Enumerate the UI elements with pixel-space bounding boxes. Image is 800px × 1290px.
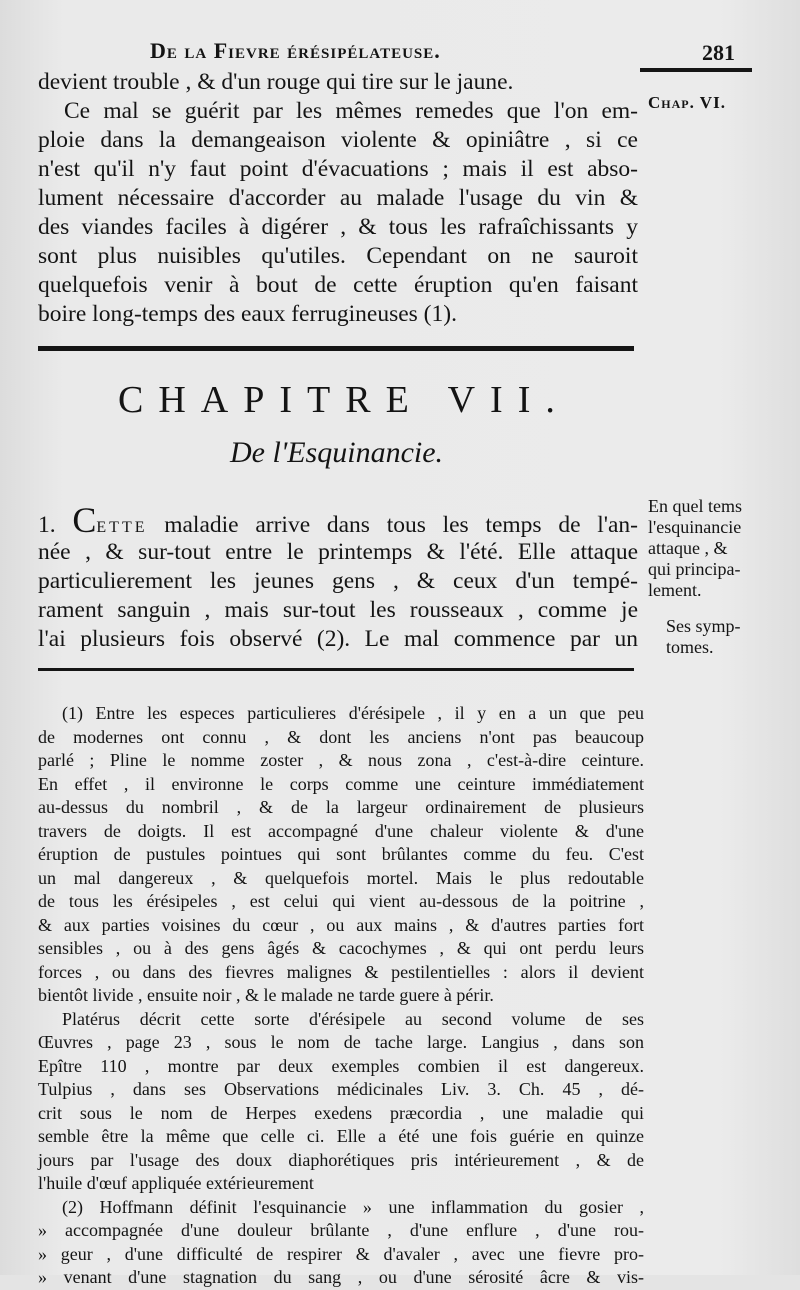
chapter-rule-top xyxy=(38,346,634,351)
footnote-line: » geur , d'une difficulté de respirer & d'avaler , avec une fievre pro- xyxy=(38,1243,644,1264)
text-line: boire long-temps des eaux ferrugineuses (1). xyxy=(38,301,457,327)
footnote-line: l'huile d'œuf appliquée extérieurement xyxy=(38,1173,314,1193)
text-line: des viandes faciles à digérer , & tous les rafraîchissants y xyxy=(38,214,638,240)
footnote-line: » venant d'une stagnation du sang , ou d'une sérosité âcre & vis- xyxy=(38,1267,644,1287)
page-number: 281 xyxy=(702,40,735,65)
footnote-line: un mal dangereux , & quelquefois mortel. Mais le plus redoutable xyxy=(38,867,644,888)
margin-note-attack xyxy=(648,496,742,601)
footnote-line: parlé ; Pline le nomme zoster , & nous zona , c'est-à-dire ceinture. xyxy=(38,750,644,770)
paragraph-number: 1. xyxy=(38,512,56,538)
margin-note-line: l'esquinancie xyxy=(648,517,742,537)
footnote-line: bientôt livide , ensuite noir , & le malade ne tarde guere à périr. xyxy=(38,985,494,1005)
first-line-text: maladie arrive dans tous les temps de l'an- xyxy=(147,512,639,538)
footnote-line: crit sous le nom de Herpes exedens præcordia , une maladie qui xyxy=(38,1102,644,1123)
margin-note-line: tomes. xyxy=(666,637,714,657)
footnote-line: » accompagnée d'une douleur brûlante , d'une enflure , d'une rou- xyxy=(38,1220,644,1240)
small-caps-word: ette xyxy=(96,512,148,538)
footnote-line: En effet , il environne le corps comme une ceinture immédiatement xyxy=(38,773,644,794)
margin-note-line: En quel tems xyxy=(648,496,742,516)
footnote-line: (2) Hoffmann définit l'esquinancie » une inflammation du gosier , xyxy=(62,1196,644,1217)
footnote-line: de modernes ont connu , & dont les anciens n'ont pas beaucoup xyxy=(38,726,644,747)
margin-chapter-ref: Chap. VI. xyxy=(648,93,726,112)
margin-note-line: attaque , & xyxy=(648,538,728,558)
footnote-line: travers de doigts. Il est accompagné d'une chaleur violente & d'une xyxy=(38,820,644,841)
footnote-line: Tulpius , dans ses Observations médicinales Liv. 3. Ch. 45 , dé- xyxy=(38,1079,644,1099)
margin-note-line: Ses symp- xyxy=(666,616,741,636)
text-line: n'est qu'il n'y faut point d'évacuations ; mais il est abso- xyxy=(38,156,638,182)
footnote-line: au-dessus du nombril , & de la largeur ordinairement de plusieurs xyxy=(38,797,644,817)
footnote-line: forces , ou dans des fievres malignes & pestilentielles : alors il devient xyxy=(38,961,644,982)
continued-text xyxy=(38,68,638,329)
footnote-line: semble être la même que celle ci. Elle a été une fois guérie en quinze xyxy=(38,1126,644,1146)
text-line: rament sanguin , mais sur-tout les rousseaux , comme je xyxy=(38,597,638,623)
running-header-title: De la Fievre érésipélateuse. xyxy=(150,38,441,63)
footnotes xyxy=(38,702,644,1290)
text-line: quelquefois venir à bout de cette éruption qu'en faisant xyxy=(38,272,638,298)
footnote-line: (1) Entre les especes particulieres d'érésipele , il y en a un que peu xyxy=(62,703,644,723)
footnote-line: de tous les érésipeles , est celui qui vient au-dessous de la poitrine , xyxy=(38,891,644,911)
chapter-title: CHAPITRE VII. xyxy=(118,379,570,421)
footnote-line: éruption de pustules pointues qui sont brûlantes comme du feu. C'est xyxy=(38,844,644,864)
section-title: De l'Esquinancie. xyxy=(230,436,444,469)
footnote-line: jours par l'usage des doux diaphorétiques pris intérieurement , & de xyxy=(38,1149,644,1170)
drop-cap: C xyxy=(72,500,97,540)
text-line: particulierement les jeunes gens , & ceux d'un tempé- xyxy=(38,568,638,594)
paragraph-1 xyxy=(38,502,638,654)
text-line: Ce mal se guérit par les mêmes remedes que l'on em- xyxy=(64,98,638,124)
margin-note-line: qui principa- xyxy=(648,559,741,579)
margin-rule xyxy=(640,68,752,72)
text-line: sont plus nuisibles qu'utiles. Cependant on ne sauroit xyxy=(38,243,638,269)
footnote-line: Œuvres , page 23 , sous le nom de tache large. Langius , dans son xyxy=(38,1032,644,1052)
footnote-line: Epître 110 , montre par deux exemples combien il est dangereux. xyxy=(38,1055,644,1076)
text-line: ploie dans la demangeaison violente & opiniâtre , si ce xyxy=(38,127,638,153)
margin-note-symptoms xyxy=(666,616,741,658)
footnote-rule xyxy=(38,668,634,671)
footnote-line: sensibles , ou à des gens âgés & cacochymes , & qui ont perdu leurs xyxy=(38,938,644,958)
footnote-line: & aux parties voisines du cœur , ou aux mains , & d'autres parties fort xyxy=(38,914,644,935)
text-line xyxy=(38,502,638,538)
text-line: l'ai plusieurs fois observé (2). Le mal commence par un xyxy=(38,626,638,652)
margin-note-line: lement. xyxy=(648,580,702,600)
footnote-line: Platérus décrit cette sorte d'érésipele au second volume de ses xyxy=(62,1008,644,1029)
text-line: devient trouble , & d'un rouge qui tire sur le jaune. xyxy=(38,69,514,95)
text-line: née , & sur-tout entre le printemps & l'été. Elle attaque xyxy=(38,539,638,565)
text-line: lument nécessaire d'accorder au malade l'usage du vin & xyxy=(38,185,638,211)
